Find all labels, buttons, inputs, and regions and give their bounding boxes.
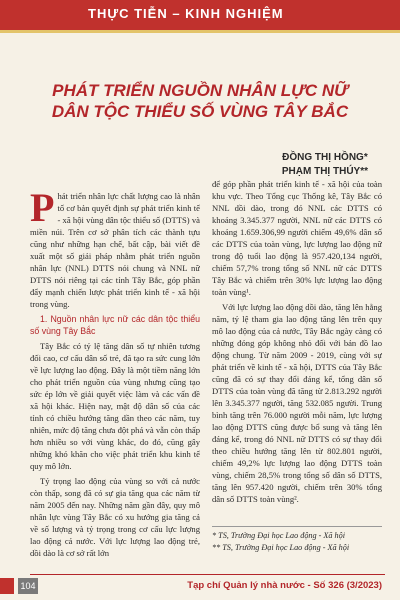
section-heading-1: 1. Nguồn nhân lực nữ các dân tộc thiểu số vùng Tây Bắc	[30, 314, 200, 336]
footer-accent-bar	[0, 578, 14, 594]
right-column	[212, 178, 382, 518]
body-paragraph-4: Với lực lượng lao động dồi dào, tăng lên hằng năm, tỷ lệ tham gia lao động tăng lên trên quy mô lao động của cả nước, Tây Bắc ngày càng có những đóng góp không nhỏ đối với bản đồ lao động chung. Từ năm 2009 - 2019, cùng với sự phát triển về kinh tế - xã hội, DTTS của Tây Bắc cũng đã có sự thay đổi đáng kể, tổng dân số DTTS của toàn vùng đã tăng từ 2.813.292 người lên 3.345.377 người, tăng 532.085 người. Trung bình tăng trên 76.000 người mỗi năm, lực lượng lao động DTTS cũng được bổ sung và tăng lên đáng kể, trong đó NNL nữ DTTS có sự thay đổi theo chiều hướng tăng lên từ 802.801 người, chiếm 49,2% lực lượng lao động DTTS toàn vùng, chiếm 28,5% trong tổng số dân số DTTS, tăng lên 957.420 người, chiếm trên 30% tổng dân số DTTS toàn vùng².	[212, 302, 382, 504]
intro-paragraph	[30, 190, 200, 310]
left-column	[30, 190, 200, 568]
page-number: 104	[18, 578, 38, 594]
article-title-line1: PHÁT TRIỂN NGUỒN NHÂN LỰC NỮ	[52, 81, 348, 100]
footnotes	[212, 526, 382, 554]
body-paragraph-3: để góp phần phát triển kinh tế - xã hội của toàn khu vực. Theo Tổng cục Thống kê, Tây Bắc có NNL dồi dào, trong đó NNL các DTTS có khoảng 3.345.377 người, NNL nữ các DTTS có khoảng 1.659.306,99 người chiếm 49,6% dân số các DTTS của toàn vùng, lực lượng lao động nữ trong độ tuổi lao động là 957.420,134 người, chiếm 57,7% trong tổng số NNL nữ các DTTS Tây Bắc và chiếm trên 30% lực lượng lao động toàn vùng¹.	[212, 179, 382, 297]
article-title-line2: DÂN TỘC THIỂU SỐ VÙNG TÂY BẮC	[51, 102, 349, 121]
footnote-2: ** TS, Trường Đại học Lao động - Xã hội	[212, 543, 350, 552]
intro-text: hát triển nhân lực chất lượng cao là nhân tố cơ bản quyết định sự phát triển kinh tế - xã hội vùng dân tộc thiểu số (DTTS) và miền núi. Trên cơ sở phân tích các thành tựu cũng như những hạn chế, bất cập, bài viết đề xuất một số giải pháp nhằm phát triển nguồn nhân lực (NNL) DTTS nói chung và NNL nữ DTTS nói riêng tại các tỉnh Tây Bắc, góp phần đẩy mạnh chiến lược phát triển kinh tế - xã hội trong vùng.	[30, 191, 200, 309]
author-name-2: PHẠM THỊ THÚY**	[281, 166, 368, 177]
body-paragraph-1: Tây Bắc có tỷ lệ tăng dân số tự nhiên tương đối cao, cơ cấu dân số trẻ, đã tạo ra sức cung lớn về lực lượng lao động. Đây là một tiềm năng lớn cho phát triển nguồn của vùng nhưng cũng tạo sức ép lớn về giải quyết việc làm và các vấn đề xã hội khác. Hiện nay, mật độ dân số của các tỉnh có chiều hướng tăng dần theo các năm, tuy nhiên, mức độ tăng chưa đột phá và vẫn còn thấp hơn nhiều so với vùng khác, do đó, cũng gây những khó khăn cho việc phát triển khu kinh tế quy mô lớn.	[30, 341, 200, 471]
footer-divider	[30, 574, 385, 575]
section-header-band	[0, 0, 400, 30]
footnote-1: * TS, Trường Đại học Lao động - Xã hội	[212, 531, 346, 540]
body-paragraph-2: Tỷ trọng lao động của vùng so với cả nước còn thấp, song đã có sự gia tăng qua các năm từ năm 2005 đến nay. Những năm gần đây, quy mô nhân lực vùng Tây Bắc có xu hướng gia tăng cả về số lượng và tỷ trọng trong cơ cấu lực lượng lao động cả nước. Với lực lượng lao động trẻ, dồi dào là cơ sở rất lớn	[30, 476, 200, 558]
drop-cap: P	[30, 190, 55, 230]
author-name-1: ĐỒNG THỊ HỒNG*	[282, 152, 368, 163]
journal-citation: Tạp chí Quản lý nhà nước - Số 326 (3/2023)	[187, 580, 382, 591]
author-block	[282, 151, 368, 179]
section-header-label: THỰC TIỄN – KINH NGHIỆM	[88, 6, 284, 21]
header-divider	[0, 30, 400, 33]
article-title	[0, 80, 400, 122]
